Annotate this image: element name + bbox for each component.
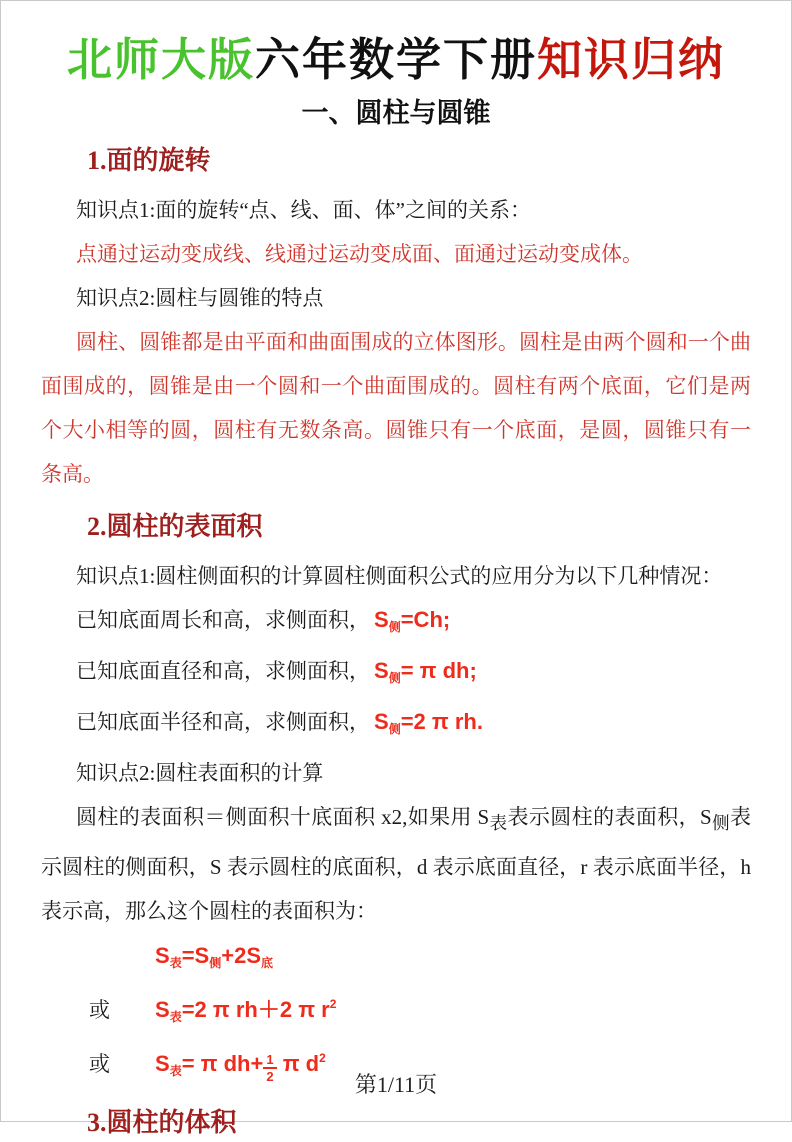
formula-expression: =2 π rh. bbox=[400, 708, 483, 734]
fraction-numerator: 1 bbox=[263, 1053, 276, 1069]
lateral-area-formula-3 bbox=[374, 709, 483, 734]
formula-row-1 bbox=[41, 935, 751, 984]
cylinder-cone-features-text: 圆柱、圆锥都是由平面和曲面围成的立体图形。圆柱是由两个圆和一个曲面围成的，圆锥是由一个圆和一个曲面围成的。圆柱有两个底面，它们是两个大小相等的圆，圆柱有无数条高。圆锥只有一个底面，是圆，圆锥只有一条高。 bbox=[41, 329, 751, 486]
formula-row-2 bbox=[41, 984, 751, 1038]
or-label: 或 bbox=[89, 1051, 110, 1076]
lateral-area-case-1 bbox=[41, 598, 751, 649]
formula-expression: = π dh; bbox=[400, 657, 477, 683]
formula-superscript: 2 bbox=[329, 996, 337, 1011]
formula-symbol: S bbox=[374, 657, 389, 683]
formula-subscript: 表 bbox=[169, 1063, 182, 1078]
inline-subscript: 表 bbox=[489, 812, 508, 833]
chapter-heading: 一、圆柱与圆锥 bbox=[301, 97, 491, 128]
surface-area-formula-1 bbox=[155, 943, 273, 968]
formula-symbol: S bbox=[374, 606, 389, 632]
formula-subscript: 侧 bbox=[388, 619, 401, 634]
formula-subscript: 底 bbox=[261, 955, 274, 970]
knowledge-point-2-label: 知识点2:圆柱与圆锥的特点 bbox=[76, 285, 324, 310]
formula-subscript: 侧 bbox=[209, 955, 222, 970]
knowledge-point-1-label: 知识点1:面的旋转“点、线、面、体”之间的关系： bbox=[76, 197, 531, 222]
formula-expression: +2S bbox=[221, 942, 262, 968]
lateral-area-formula-2 bbox=[374, 658, 477, 683]
section-heading-1: 1.面的旋转 bbox=[87, 145, 211, 175]
doc-title bbox=[41, 35, 751, 87]
or-label: 或 bbox=[89, 997, 110, 1022]
lateral-area-case-3 bbox=[41, 700, 751, 751]
fraction-denominator: 2 bbox=[266, 1068, 274, 1084]
lateral-area-case-2 bbox=[41, 649, 751, 700]
lateral-area-intro: 知识点1:圆柱侧面积的计算圆柱侧面积公式的应用分为以下几种情况： bbox=[76, 563, 723, 588]
formula-subscript: 表 bbox=[169, 955, 182, 970]
page-number: 第1/11页 bbox=[354, 1072, 438, 1097]
surface-area-formula-2 bbox=[155, 997, 336, 1022]
formula-symbol: S bbox=[155, 1050, 170, 1076]
body-segment: 表示圆柱的表面积，S bbox=[507, 804, 712, 829]
formula-subscript: 表 bbox=[169, 1009, 182, 1024]
body-segment: 表示圆柱的侧面积，S 表示圆柱的底面积，d 表示底面直径，r 表示底面半径，h 表示高，那么这个圆柱的表面积为： bbox=[41, 804, 751, 923]
body-segment: 圆柱的表面积＝侧面积十底面积 x2,如果用 S bbox=[76, 804, 490, 829]
case-2-text: 已知底面直径和高，求侧面积， bbox=[76, 658, 370, 683]
case-1-text: 已知底面周长和高，求侧面积， bbox=[76, 607, 370, 632]
formula-expression: =Ch; bbox=[400, 606, 451, 632]
formula-expression: = π dh+ bbox=[181, 1050, 264, 1076]
surface-area-body-text bbox=[41, 795, 751, 933]
title-segment-edition: 北师大版 bbox=[66, 35, 255, 85]
formula-expression: =2 π rh＋2 π r bbox=[181, 996, 330, 1022]
formula-expression: π d bbox=[276, 1050, 320, 1076]
title-segment-subject: 六年数学下册 bbox=[254, 35, 537, 85]
formula-superscript: 2 bbox=[319, 1050, 326, 1065]
formula-symbol: S bbox=[155, 996, 170, 1022]
section-heading-3: 3.圆柱的体积 bbox=[87, 1107, 237, 1137]
surface-area-calc-label: 知识点2:圆柱表面积的计算 bbox=[76, 760, 324, 785]
formula-expression: =S bbox=[181, 942, 210, 968]
rotation-rule-text: 点通过运动变成线、线通过运动变成面、面通过运动变成体。 bbox=[76, 241, 643, 266]
formula-subscript: 侧 bbox=[388, 670, 401, 685]
case-3-text: 已知底面半径和高，求侧面积， bbox=[76, 709, 370, 734]
formula-symbol: S bbox=[374, 708, 389, 734]
inline-subscript: 侧 bbox=[711, 812, 730, 833]
formula-symbol: S bbox=[155, 942, 170, 968]
formula-subscript: 侧 bbox=[388, 721, 401, 736]
section-heading-2: 2.圆柱的表面积 bbox=[87, 511, 263, 541]
title-segment-topic: 知识归纳 bbox=[537, 35, 726, 85]
lateral-area-formula-1 bbox=[374, 607, 450, 632]
